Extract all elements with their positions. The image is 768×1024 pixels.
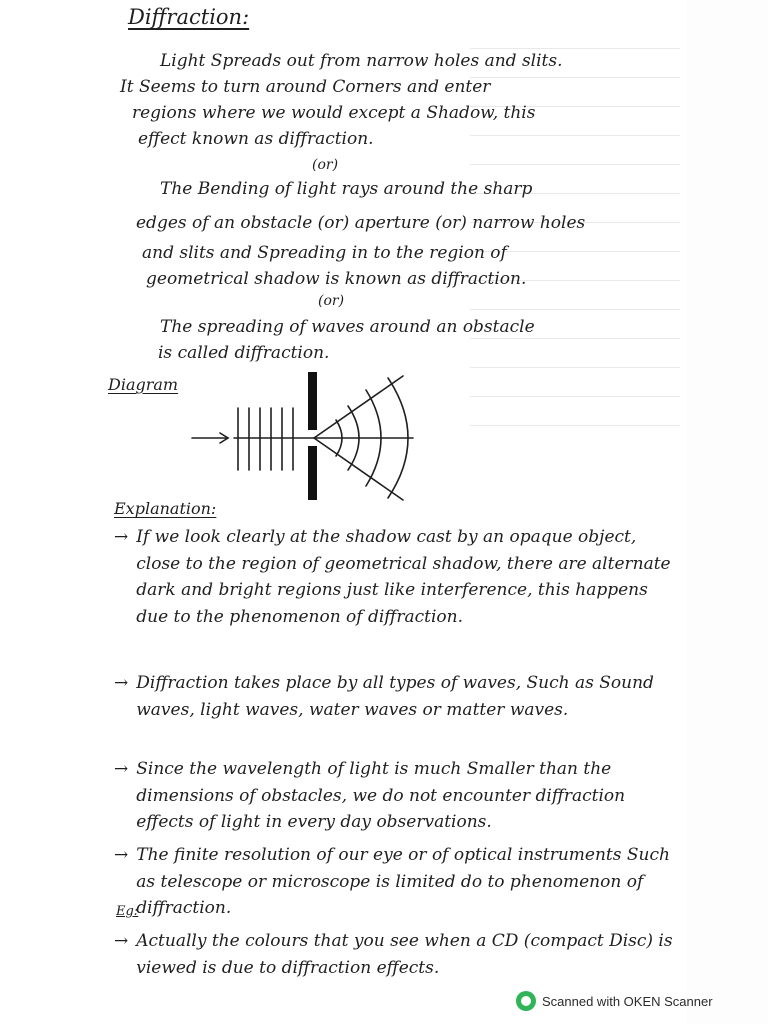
diagram-label: Diagram — [108, 375, 179, 394]
bullet-3-text: Since the wavelength of light is much Smaller than the dimensions of obstacles, we do not encounter diffraction effects of light in every day observations. — [136, 759, 626, 832]
bullet-arrow-icon: → — [114, 759, 129, 779]
watermark-text: Scanned with OKEN Scanner — [542, 993, 713, 1009]
definition-1-line-2: It Seems to turn around Corners and enter — [120, 77, 491, 97]
bullet-2 — [114, 670, 676, 723]
bullet-arrow-icon: → — [114, 673, 129, 693]
definition-2-line-1: The Bending of light rays around the sharp — [160, 179, 533, 199]
definition-3-line-2: is called diffraction. — [158, 343, 330, 363]
scanner-watermark — [516, 990, 768, 1012]
or-separator-1: (or) — [312, 157, 339, 173]
bullet-4-text: The finite resolution of our eye or of optical instruments Such as telescope or microscope is limited do to phenomenon of diffraction. — [136, 845, 670, 918]
slit-barrier-top — [308, 372, 317, 430]
bullet-4 — [114, 842, 676, 922]
explanation-label: Explanation: — [114, 499, 217, 518]
bullet-arrow-icon: → — [114, 931, 129, 951]
or-separator-2: (or) — [318, 293, 345, 309]
example-item — [114, 928, 676, 981]
bullet-2-text: Diffraction takes place by all types of waves, Such as Sound waves, light waves, water waves or matter waves. — [136, 673, 654, 720]
definition-1-line-1: Light Spreads out from narrow holes and slits. — [160, 51, 563, 71]
definition-2-line-2: edges of an obstacle (or) aperture (or) narrow holes — [136, 213, 586, 233]
oken-scanner-logo-icon — [516, 991, 536, 1011]
definition-2-line-4: geometrical shadow is known as diffraction. — [146, 269, 527, 289]
definition-1-line-4: effect known as diffraction. — [138, 129, 374, 149]
definition-1-line-3: regions where we would except a Shadow, this — [132, 103, 536, 123]
definition-2-line-3: and slits and Spreading in to the region of — [142, 243, 507, 263]
bullet-3 — [114, 756, 676, 836]
bullet-arrow-icon: → — [114, 527, 129, 547]
example-label: Eg: — [116, 904, 139, 919]
slit-barrier-bottom — [308, 446, 317, 500]
bullet-1-text: If we look clearly at the shadow cast by an opaque object, close to the region of geometrical shadow, there are alternate dark and bright regions just like interference, this happens due to the phenomenon of diffraction. — [136, 527, 671, 627]
diffraction-diagram — [188, 368, 428, 503]
example-text: Actually the colours that you see when a CD (compact Disc) is viewed is due to diffraction effects. — [136, 931, 673, 978]
page-title: Diffraction: — [128, 5, 250, 29]
definition-3-line-1: The spreading of waves around an obstacle — [160, 317, 535, 337]
bullet-1 — [114, 524, 676, 630]
bullet-arrow-icon: → — [114, 845, 129, 865]
